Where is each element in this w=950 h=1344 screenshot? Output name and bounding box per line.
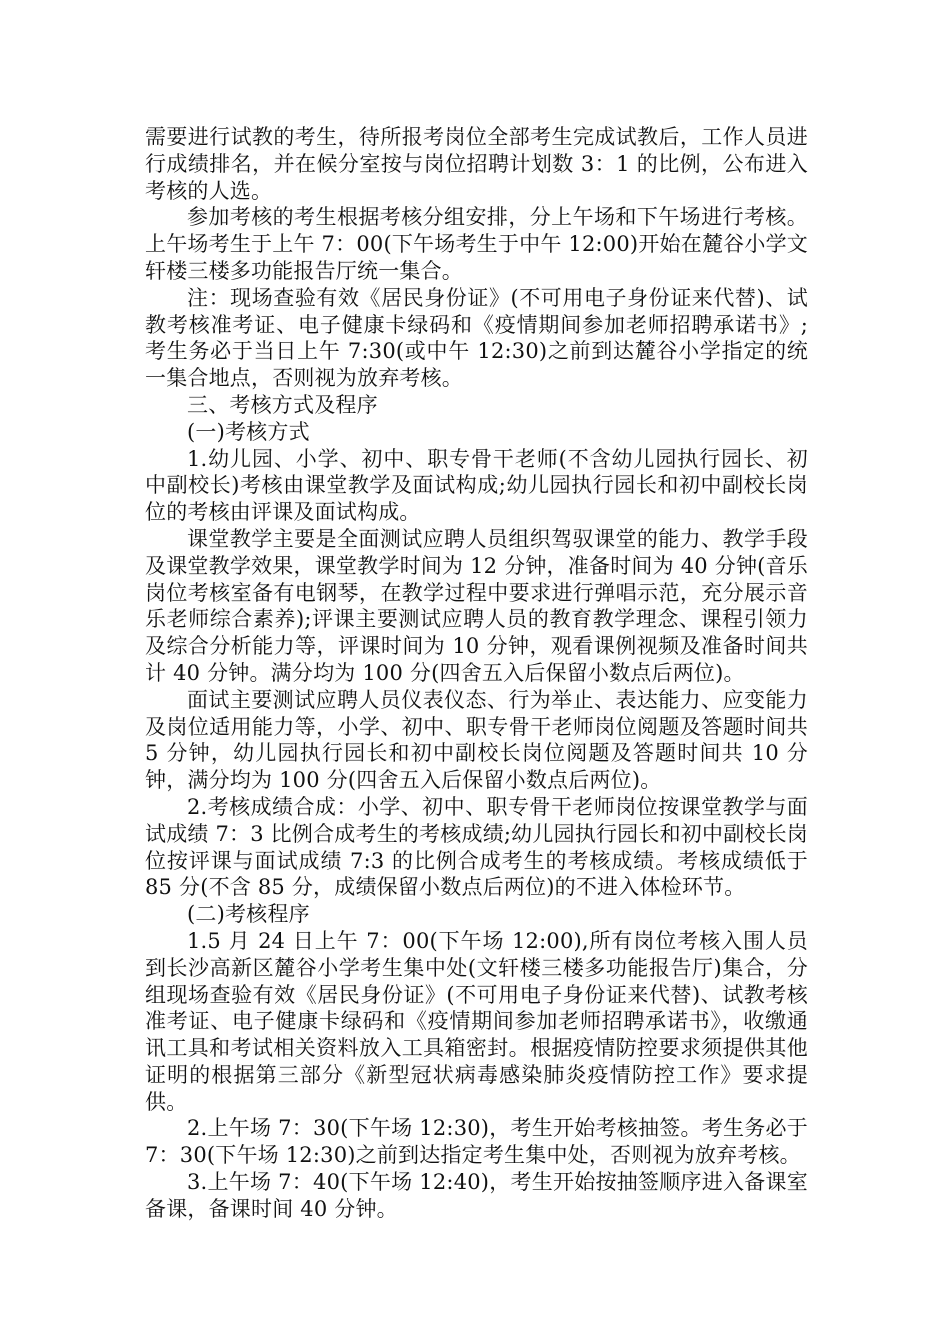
paragraph-assessment-composition: 1.幼儿园、小学、初中、职专骨干老师(不含幼儿园执行园长、初中副校长)考核由课堂教学及面试构成;幼儿园执行园长和初中副校长岗位的考核由评课及面试构成。 — [145, 446, 808, 525]
paragraph-procedure-step-2: 2.上午场 7：30(下午场 12:30)，考生开始考核抽签。考生务必于 7：30(下午场 12:30)之前到达指定考生集中处，否则视为放弃考核。 — [145, 1116, 808, 1168]
subsection-heading-procedure: (二)考核程序 — [187, 902, 310, 927]
paragraph-interview: 面试主要测试应聘人员仪表仪态、行为举止、表达能力、应变能力及岗位适用能力等，小学、初中、职专骨干老师岗位阅题及答题时间共 5 分钟，幼儿园执行园长和初中副校长岗位阅题及答题时间共 10 分钟，满分均为 100 分(四舍五入后保留小数点后两位)。 — [145, 687, 808, 793]
paragraph-classroom-teaching: 课堂教学主要是全面测试应聘人员组织驾驭课堂的能力、教学手段及课堂教学效果，课堂教学时间为 12 分钟，准备时间为 40 分钟(音乐岗位考核室备有电钢琴，在教学过程中要求进行弹唱示范，充分展示音乐老师综合素养);评课主要测试应聘人员的教育教学理念、课程引领力及综合分析能力等，评课时间为 10 分钟，观看课例视频及准备时间共计 40 分钟。满分均为 100 分(四舍五入后保留小数点后两位)。 — [145, 526, 808, 685]
paragraph-exam-sessions: 参加考核的考生根据考核分组安排，分上午场和下午场进行考核。上午场考生于上午 7：00(下午场考生于中午 12:00)开始在麓谷小学文轩楼三楼多功能报告厅统一集合。 — [145, 205, 808, 283]
section-heading-assessment: 三、考核方式及程序 — [187, 392, 378, 417]
paragraph-trial-ranking: 需要进行试教的考生，待所报考岗位全部考生完成试教后，工作人员进行成绩排名，并在候分室按与岗位招聘计划数 3：1 的比例，公布进入考核的人选。 — [145, 125, 808, 203]
paragraph-procedure-step-3: 3.上午场 7：40(下午场 12:40)，考生开始按抽签顺序进入备课室备课，备课时间 40 分钟。 — [145, 1170, 808, 1221]
subsection-heading-method: (一)考核方式 — [187, 419, 310, 444]
paragraph-procedure-step-1: 1.5 月 24 日上午 7：00(下午场 12:00),所有岗位考核入围人员到长沙高新区麓谷小学考生集中处(文轩楼三楼多功能报告厅)集合，分组现场查验有效《居民身份证》(不可用电子身份证来代替)、试教考核准考证、电子健康卡绿码和《疫情期间参加老师招聘承诺书》，收缴通讯工具和考试相关资料放入工具箱密封。根据疫情防控要求须提供其他证明的根据第三部分《新型冠状病毒感染肺炎疫情防控工作》要求提供。 — [145, 928, 808, 1114]
paragraph-note-id-check: 注：现场查验有效《居民身份证》(不可用电子身份证来代替)、试教考核准考证、电子健康卡绿码和《疫情期间参加老师招聘承诺书》;考生务必于当日上午 7:30(或中午 12:30)之前到达麓谷小学指定的统一集合地点，否则视为放弃考核。 — [145, 285, 808, 391]
document-body — [145, 124, 808, 1223]
paragraph-score-synthesis: 2.考核成绩合成：小学、初中、职专骨干老师岗位按课堂教学与面试成绩 7：3 比例合成考生的考核成绩;幼儿园执行园长和初中副校长岗位按评课与面试成绩 7:3 的比例合成考生的考核成绩。考核成绩低于 85 分(不含 85 分，成绩保留小数点后两位)的不进入体检环节。 — [145, 794, 808, 900]
